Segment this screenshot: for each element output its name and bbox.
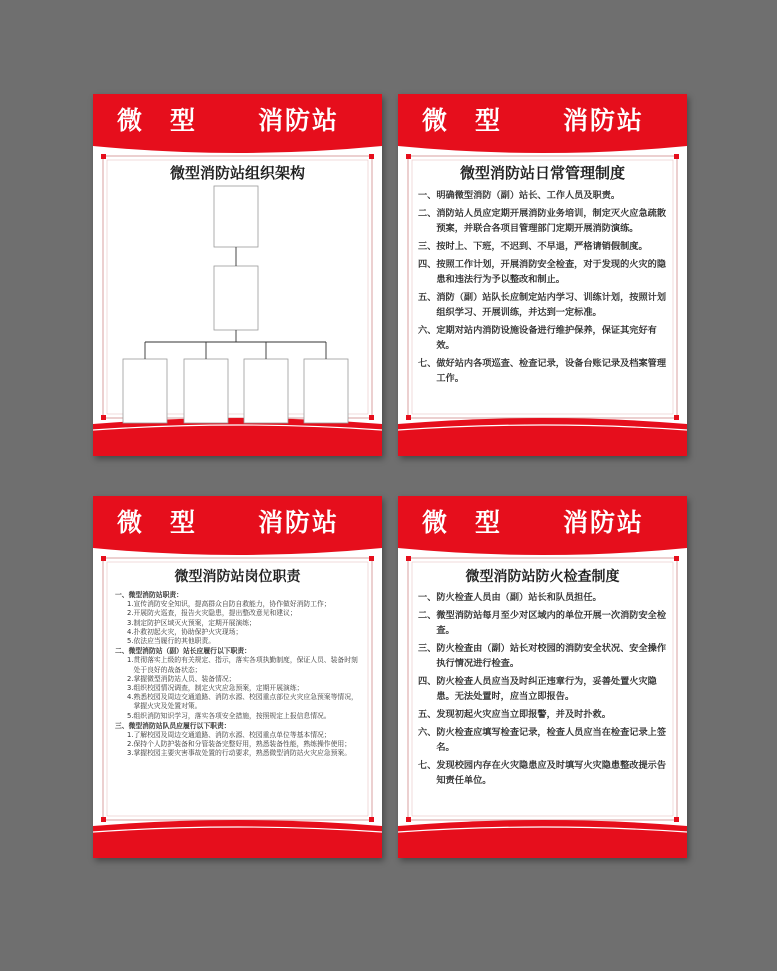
header-word-3: 消防站 [258,508,340,537]
header-word-1: 微 [117,508,145,537]
list-item: 2. 开展防火巡查，报告火灾隐患，提出整改意见和建议； [127,609,297,618]
list-item: 七、 发现校园内存在火灾隐患应及时填写火灾隐患整改提示告知责任单位。 [418,760,667,786]
list-item: 3. 掌握校园主要灾害事故处置的行动要求，熟悉微型消防站火灾应急预案。 [127,749,351,758]
list-item: 二、 微型消防站每月至少对区域内的单位开展一次消防安全检查。 [418,610,667,636]
list-item: 三、 按时上、下班，不迟到、不早退，严格请销假制度。 [418,241,648,252]
header-word-1: 微 [117,106,145,135]
list-item: 六、 防火检查应填写检查记录，检查人员应当在检查记录上签名。 [418,727,667,753]
header-word-2: 型 [475,106,503,135]
rules-list [418,590,670,791]
list-item: 三、 防火检查由（副）站长对校园的消防安全状况、安全操作执行情况进行检查。 [418,643,667,669]
list-item: 5. 依法应当履行的其他职责。 [127,637,216,646]
list-item: 5. 组织消防知识学习，落实各项安全措施，按照规定上报信息情况。 [127,711,331,720]
header-word-2: 型 [170,106,198,135]
section-heading: 二、微型消防站（副）站长应履行以下职责： [115,647,251,656]
list-item: 3. 组织校园情况调查，制定火灾应急预案，定期开展演练； [127,684,304,693]
list-item: 1. 了解校园及周边交通道路、消防水源、校园重点单位等基本情况； [127,731,331,740]
list-item: 4. 熟悉校园及周边交通道路、消防水源、校园重点部位火灾应急预案等情况，掌握火灾及处置对策。 [127,693,358,711]
list-item: 五、 消防（副）站队长应制定站内学习、训练计划，按照计划组织学习、开展训练，并达到一定标准。 [418,292,667,318]
poster-title: 微型消防站日常管理制度 [459,164,625,182]
list-item: 七、 做好站内各项巡查、检查记录，设备台账记录及档案管理工作。 [418,358,667,384]
list-item: 1. 宣传消防安全知识，提高群众自防自救能力，协作做好消防工作； [127,600,331,609]
header-word-2: 型 [170,508,198,537]
section-heading: 三、微型消防站队员应履行以下职责： [115,721,231,730]
duties-text [115,590,361,759]
list-item: 4. 扑救初起火灾，协助保护火灾现场； [127,627,243,636]
poster-job-duties [93,496,382,858]
section-heading: 一、微型消防站职责： [115,591,183,599]
list-item: 一、 防火检查人员由（副）站长和队员担任。 [418,592,602,603]
poster-title: 微型消防站组织架构 [169,164,305,182]
org-chart-diagram [93,94,382,456]
list-item: 二、 消防站人员应定期开展消防业务培训，制定灭火应急疏散预案，并联合各项目管理部门定期开展消防演练。 [418,208,667,234]
header-word-3: 消防站 [563,106,645,135]
header-word-1: 微 [422,508,450,537]
header-word-1: 微 [422,106,450,135]
rules-list [418,188,670,389]
list-item: 四、 防火检查人员应当及时纠正违章行为，妥善处置火灾隐患。无法处置时，应当立即报告。 [418,676,657,702]
list-item: 3. 制定防护区域灭火预案，定期开展演练； [127,618,256,627]
list-item: 1. 贯彻落实上级的有关规定、指示，落实各项执勤制度，保证人员、装备时刻处于良好的战备状态； [127,656,358,674]
poster-fire-inspection [398,496,687,858]
poster-title: 微型消防站岗位职责 [174,569,301,585]
poster-organization-chart [93,94,382,456]
header-word-3: 消防站 [563,508,645,537]
header-word-3: 消防站 [258,106,340,135]
list-item: 2. 掌握微型消防站人员、装备情况； [127,674,236,683]
header-word-2: 型 [475,508,503,537]
list-item: 六、 定期对站内消防设施设备进行维护保养，保证其完好有效。 [418,325,657,351]
poster-title: 微型消防站防火检查制度 [465,569,620,585]
poster-daily-management [398,94,687,456]
list-item: 一、 明确微型消防（副）站长、工作人员及职责。 [418,190,621,201]
list-item: 四、 按照工作计划，开展消防安全检查，对于发现的火灾的隐患和违法行为予以整改和制止。 [418,259,667,285]
list-item: 2. 保持个人防护装备和分管装备完整好用，熟悉装备性能，熟练操作使用； [127,740,351,749]
list-item: 五、 发现初起火灾应当立即报警，并及时扑救。 [418,709,611,720]
